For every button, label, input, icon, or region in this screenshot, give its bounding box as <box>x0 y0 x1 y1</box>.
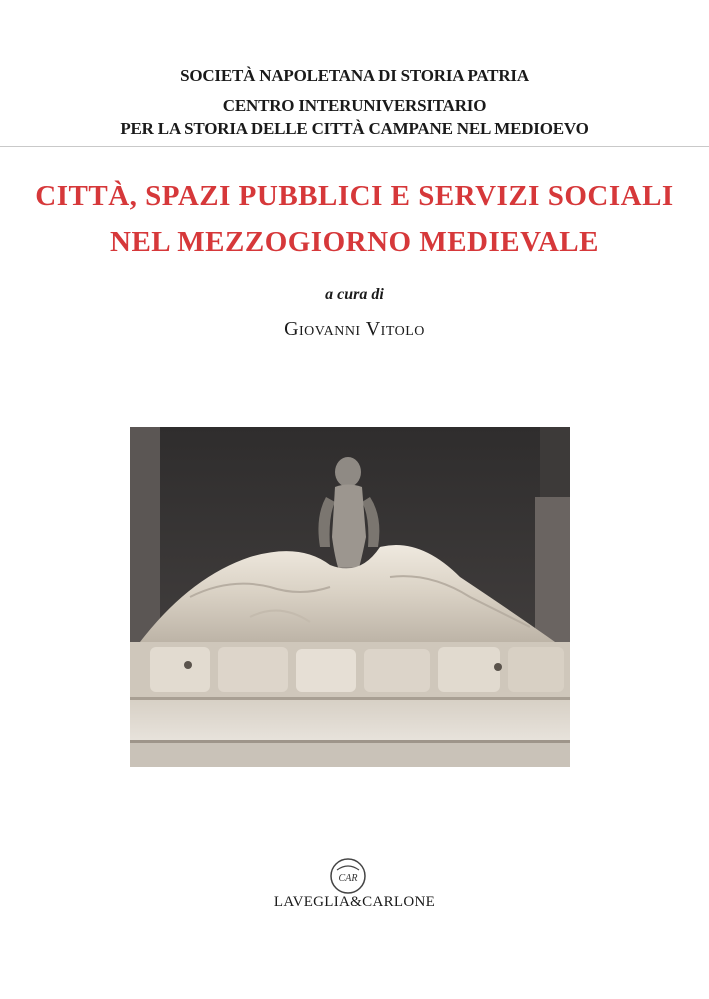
publisher-name: LAVEGLIA&CARLONE <box>273 894 436 910</box>
institution-line-3: PER LA STORIA DELLE CITTÀ CAMPANE NEL MEDIOEVO <box>120 119 589 138</box>
book-title-line-2: NEL MEZZOGIORNO MEDIEVALE <box>110 226 599 258</box>
institution-line-1: SOCIETÀ NAPOLETANA DI STORIA PATRIA <box>180 66 529 85</box>
publisher-logo-text: CAR <box>338 873 358 884</box>
editor-prefix: a cura di <box>325 286 384 303</box>
institution-line-2: CENTRO INTERUNIVERSITARIO <box>222 96 487 115</box>
cover-photo-fountain <box>130 427 570 767</box>
editor-name: Giovanni Vitolo <box>284 318 425 340</box>
header-divider <box>0 146 709 147</box>
publisher-logo <box>328 856 368 896</box>
book-title-line-1: CITTÀ, SPAZI PUBBLICI E SERVIZI SOCIALI <box>35 180 674 212</box>
